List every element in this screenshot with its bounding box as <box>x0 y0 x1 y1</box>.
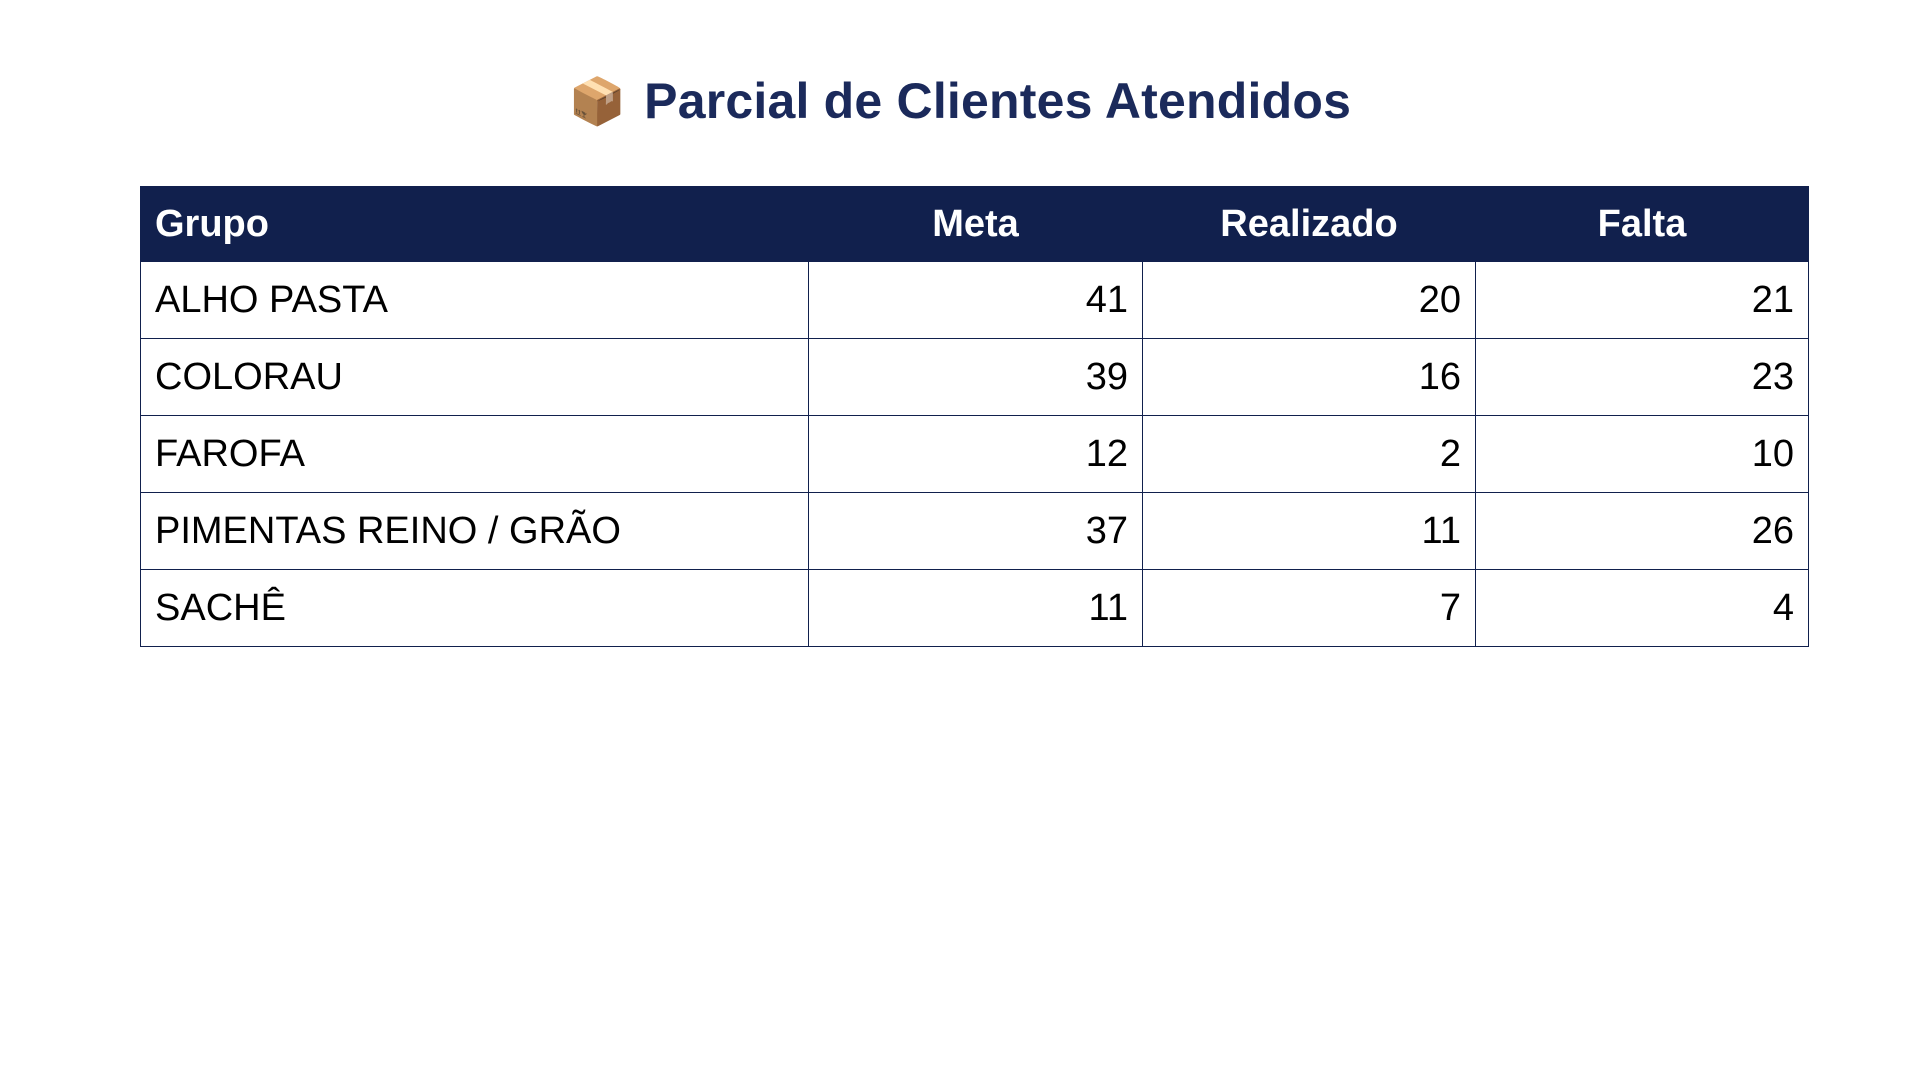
column-header-meta: Meta <box>809 187 1143 262</box>
cell-grupo: ALHO PASTA <box>141 262 809 339</box>
table-row <box>141 493 1809 570</box>
cell-falta: 21 <box>1476 262 1809 339</box>
cell-falta: 10 <box>1476 416 1809 493</box>
cell-realizado: 16 <box>1143 339 1476 416</box>
cell-meta: 41 <box>809 262 1143 339</box>
clients-table <box>140 186 1809 647</box>
cell-falta: 26 <box>1476 493 1809 570</box>
cell-realizado: 2 <box>1143 416 1476 493</box>
cell-falta: 4 <box>1476 570 1809 647</box>
cell-grupo: FAROFA <box>141 416 809 493</box>
cell-grupo: PIMENTAS REINO / GRÃO <box>141 493 809 570</box>
page-title <box>0 72 1920 130</box>
cell-grupo: COLORAU <box>141 339 809 416</box>
page-title-text: Parcial de Clientes Atendidos <box>644 73 1352 129</box>
table-row <box>141 339 1809 416</box>
table-row <box>141 416 1809 493</box>
cell-realizado: 11 <box>1143 493 1476 570</box>
table-row <box>141 570 1809 647</box>
cell-meta: 39 <box>809 339 1143 416</box>
clients-table-container <box>140 186 1808 647</box>
cell-grupo: SACHÊ <box>141 570 809 647</box>
cell-realizado: 20 <box>1143 262 1476 339</box>
cell-meta: 12 <box>809 416 1143 493</box>
table-body <box>141 262 1809 647</box>
table-row <box>141 262 1809 339</box>
cell-meta: 11 <box>809 570 1143 647</box>
cell-realizado: 7 <box>1143 570 1476 647</box>
cell-falta: 23 <box>1476 339 1809 416</box>
column-header-realizado: Realizado <box>1143 187 1476 262</box>
column-header-falta: Falta <box>1476 187 1809 262</box>
package-icon: 📦 <box>568 75 627 127</box>
table-header <box>141 187 1809 262</box>
column-header-grupo: Grupo <box>141 187 809 262</box>
cell-meta: 37 <box>809 493 1143 570</box>
table-header-row <box>141 187 1809 262</box>
